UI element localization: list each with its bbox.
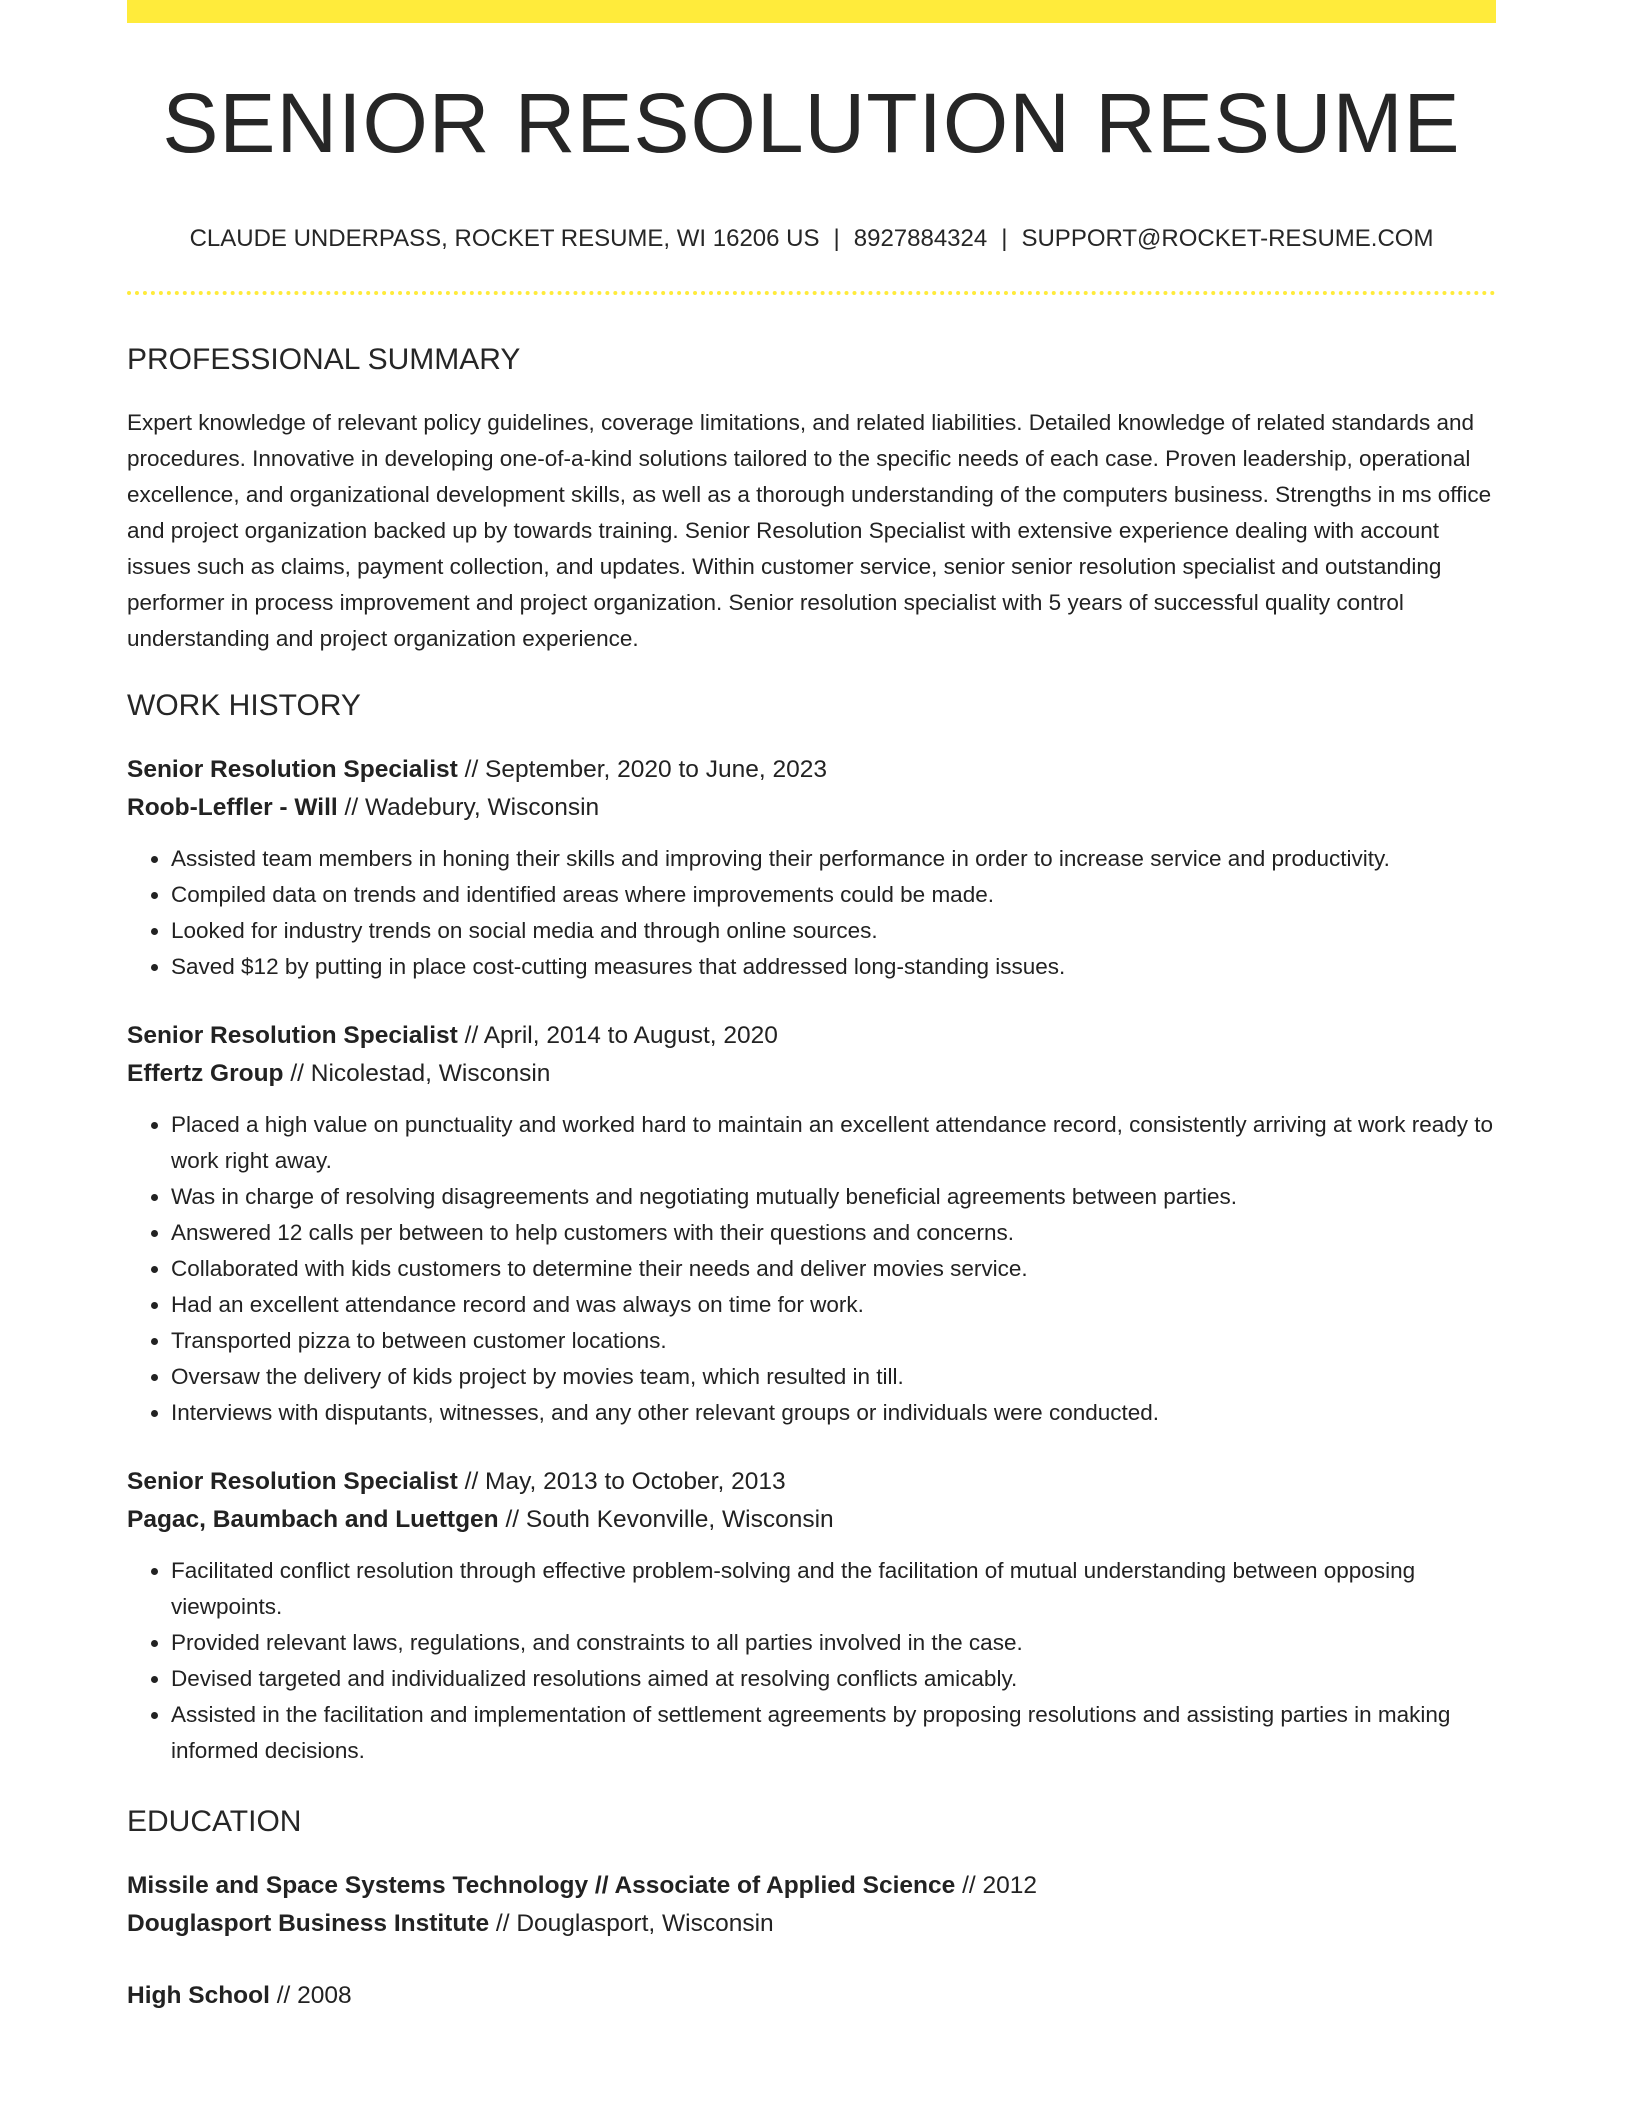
header-divider <box>127 291 1496 295</box>
job-dates: // May, 2013 to October, 2013 <box>457 1468 786 1495</box>
job-bullet: • Provided relevant laws, regulations, and constraints to all parties involved in the case. <box>171 1625 1496 1661</box>
contact-address: CLAUDE UNDERPASS, ROCKET RESUME, WI 16206 US <box>189 225 820 252</box>
education-degree-line <box>127 1867 1496 1905</box>
job-title-line <box>127 1463 1496 1501</box>
job-bullet: • Interviews with disputants, witnesses, and any other relevant groups or individuals were conducted. <box>171 1395 1496 1431</box>
job-location: // Wadebury, Wisconsin <box>337 794 600 821</box>
job-title: Senior Resolution Specialist <box>127 1468 458 1495</box>
job-bullet: • Transported pizza to between customer locations. <box>171 1323 1496 1359</box>
job-bullet: • Devised targeted and individualized resolutions aimed at resolving conflicts amicably. <box>171 1661 1496 1697</box>
work-history-heading: WORK HISTORY <box>127 689 361 722</box>
job-bullet: • Saved $12 by putting in place cost-cutting measures that addressed long-standing issues. <box>171 949 1496 985</box>
job-bullet: • Facilitated conflict resolution through effective problem-solving and the facilitation of mutual understanding between opposing viewpoints. <box>171 1553 1496 1625</box>
job-bullet: • Was in charge of resolving disagreements and negotiating mutually beneficial agreements between parties. <box>171 1179 1496 1215</box>
job-company-line <box>127 789 1496 827</box>
education-school: Douglasport Business Institute <box>127 1910 490 1937</box>
job-company: Effertz Group <box>127 1060 284 1087</box>
job-company: Roob-Leffler - Will <box>127 794 338 821</box>
job-location: // Nicolestad, Wisconsin <box>283 1060 551 1087</box>
education-school-line <box>127 1905 1496 1943</box>
contact-email: SUPPORT@ROCKET-RESUME.COM <box>1021 225 1434 252</box>
job-bullet: • Had an excellent attendance record and was always on time for work. <box>171 1287 1496 1323</box>
contact-separator: | <box>1001 225 1008 252</box>
education-year: // 2012 <box>955 1872 1038 1899</box>
resume-title: SENIOR RESOLUTION RESUME <box>162 76 1461 170</box>
resume-page <box>127 0 1496 2015</box>
contact-phone: 8927884324 <box>853 225 988 252</box>
job-title-line <box>127 751 1496 789</box>
job-bullet: • Compiled data on trends and identified areas where improvements could be made. <box>171 877 1496 913</box>
job-bullet: • Assisted team members in honing their skills and improving their performance in order to increase service and productivity. <box>171 841 1496 877</box>
job-bullet: • Looked for industry trends on social media and through online sources. <box>171 913 1496 949</box>
job-bullets <box>127 1107 1496 1431</box>
education-degree-line <box>127 1977 1496 2015</box>
summary-text: Expert knowledge of relevant policy guidelines, coverage limitations, and related liabilities. Detailed knowledge of related standards and procedures. Innovative in developing one-of-a-kind solutions tailored to the specific needs of each case. Proven leadership, operational excellence, and organizational development skills, as well as a thorough understanding of the computers business. Strengths in ms office and project organization backed up by towards training. Senior Resolution Specialist with extensive experience dealing with account issues such as claims, payment collection, and updates. Within customer service, senior senior resolution specialist and outstanding performer in process improvement and project organization. Senior resolution specialist with 5 years of successful quality control understanding and project organization experience. <box>127 410 1492 651</box>
job-bullet: • Collaborated with kids customers to determine their needs and deliver movies service. <box>171 1251 1496 1287</box>
job-company-line <box>127 1501 1496 1539</box>
job-bullet: • Placed a high value on punctuality and worked hard to maintain an excellent attendance record, consistently arriving at work ready to work right away. <box>171 1107 1496 1179</box>
job-dates: // September, 2020 to June, 2023 <box>457 756 827 783</box>
education-degree: Missile and Space Systems Technology // Associate of Applied Science <box>127 1872 956 1899</box>
job-company: Pagac, Baumbach and Luettgen <box>127 1506 499 1533</box>
job-title: Senior Resolution Specialist <box>127 1022 458 1049</box>
job-dates: // April, 2014 to August, 2020 <box>457 1022 778 1049</box>
job-title: Senior Resolution Specialist <box>127 756 458 783</box>
job-location: // South Kevonville, Wisconsin <box>498 1506 834 1533</box>
education-degree: High School <box>127 1982 270 2009</box>
contact-separator: | <box>833 225 840 252</box>
education-year: // 2008 <box>269 1982 352 2009</box>
job-bullet: • Oversaw the delivery of kids project by movies team, which resulted in till. <box>171 1359 1496 1395</box>
summary-heading: PROFESSIONAL SUMMARY <box>127 343 521 376</box>
education-location: // Douglasport, Wisconsin <box>489 1910 774 1937</box>
education-heading: EDUCATION <box>127 1805 302 1838</box>
job-bullets <box>127 841 1496 985</box>
contact-line <box>127 227 1496 251</box>
job-bullet: • Assisted in the facilitation and implementation of settlement agreements by proposing resolutions and assisting parties in making informed decisions. <box>171 1697 1496 1769</box>
top-accent-bar <box>127 0 1496 23</box>
job-bullets <box>127 1553 1496 1769</box>
job-bullet: • Answered 12 calls per between to help customers with their questions and concerns. <box>171 1215 1496 1251</box>
job-title-line <box>127 1017 1496 1055</box>
job-company-line <box>127 1055 1496 1093</box>
